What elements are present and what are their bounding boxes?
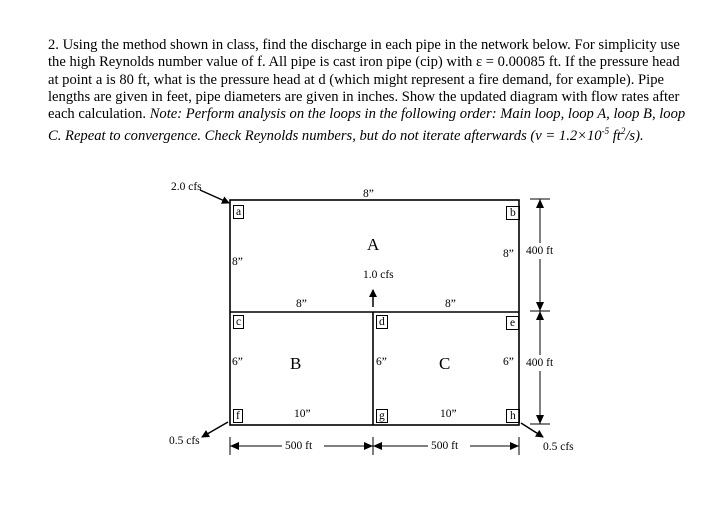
diameter-cf: 6” <box>232 356 243 368</box>
demand-label: 1.0 cfs <box>363 269 394 281</box>
node-e: e <box>506 316 519 330</box>
outflow-h-label: 0.5 cfs <box>543 441 574 453</box>
node-g: g <box>376 409 388 423</box>
node-d: d <box>376 315 388 329</box>
loop-b-label: B <box>290 354 302 373</box>
problem-text: 2. Using the method shown in class, find the discharge in each pipe in the network below. For simplicity use the high Reynolds number value of f. All pipe is cast iron pipe (cip) with ε = 0.00085 ft. If the pressure head at point a is 80 ft, what is the pressure head at d (which might represent a fire demand, for example). Pipe lengths are given in feet, pipe diameters are given in inches. Show the updated diagram with flow rates after each calculation. <box>48 37 680 123</box>
inflow-label: 2.0 cfs <box>171 181 202 193</box>
diameter-ac: 8” <box>232 256 243 268</box>
length-lower-right: 400 ft <box>526 357 554 369</box>
length-upper-right: 400 ft <box>526 245 554 257</box>
node-b: b <box>506 206 520 220</box>
diameter-fg: 10” <box>294 408 311 420</box>
diameter-gh: 10” <box>440 408 457 420</box>
diameter-ab: 8” <box>363 188 374 200</box>
diameter-cd: 8” <box>296 298 307 310</box>
problem-note: Note: Perform analysis on the loops in the following order: Main loop, loop A, loop B, loop C. Repeat to convergence. Check Reynolds numbers, but do not iterate afterwards ($v = 1.2\times 10^{-5}$ $ft^2/s$). <box>48 106 686 145</box>
node-a: a <box>233 205 244 219</box>
inflow-arrow-a <box>200 190 229 203</box>
loop-a-label: A <box>367 235 380 254</box>
node-c: c <box>233 315 244 329</box>
diameter-de: 8” <box>445 298 456 310</box>
loop-c-label: C <box>439 354 451 373</box>
length-bottom-left: 500 ft <box>285 440 313 452</box>
diameter-dg: 6” <box>376 356 387 368</box>
outflow-arrow-f <box>202 422 228 437</box>
outflow-f-label: 0.5 cfs <box>169 435 200 447</box>
node-h: h <box>506 409 520 423</box>
outflow-arrow-h <box>521 423 543 437</box>
length-bottom-right: 500 ft <box>431 440 459 452</box>
diameter-eh: 6” <box>503 356 514 368</box>
diameter-be: 8” <box>503 248 514 260</box>
node-f: f <box>233 409 243 423</box>
